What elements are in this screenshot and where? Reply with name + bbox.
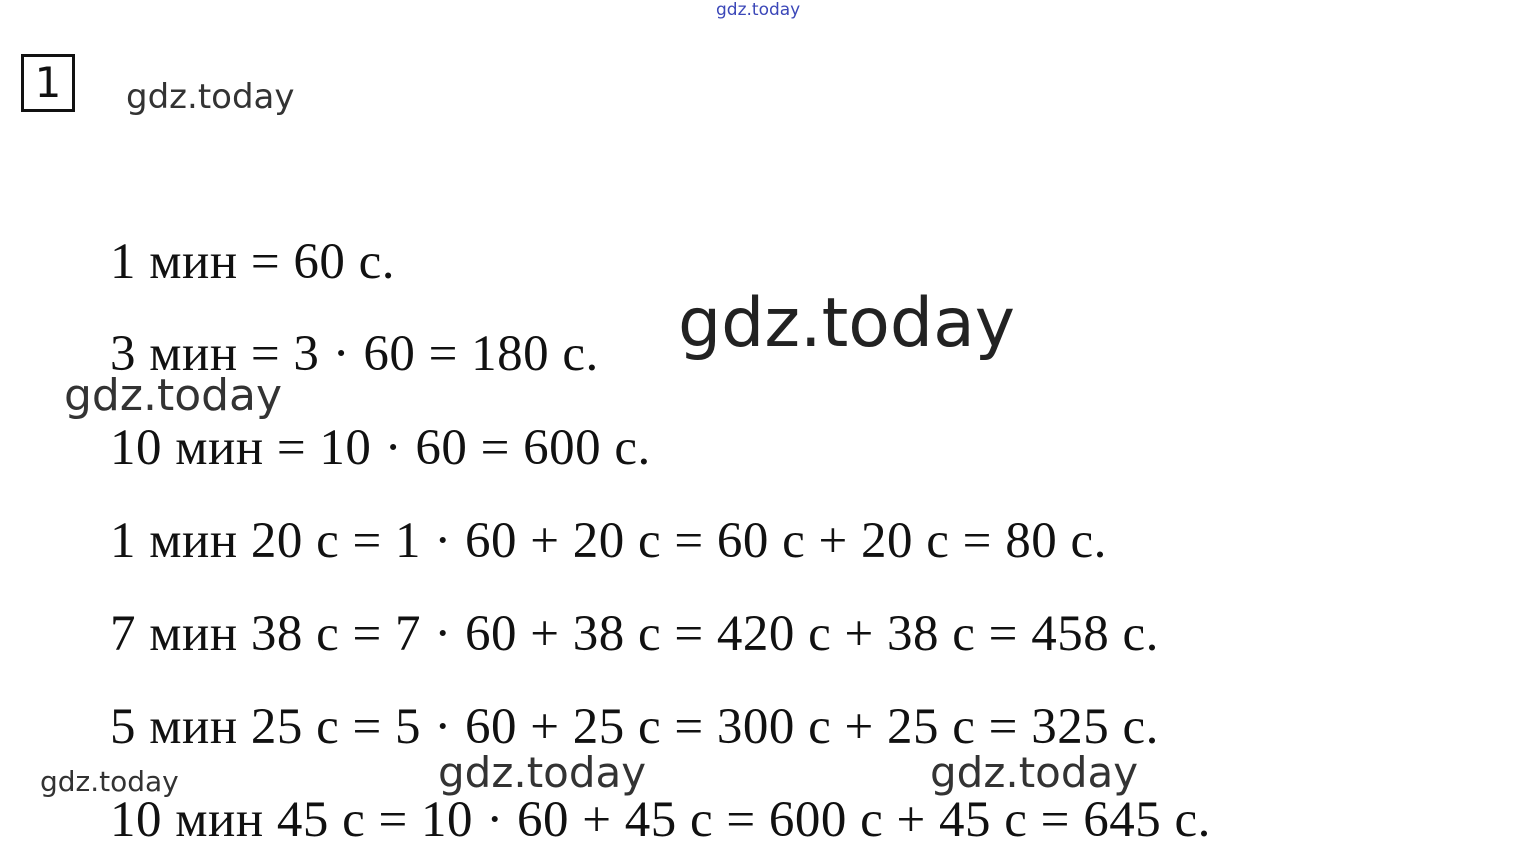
watermark-bottom-right: gdz.today <box>930 748 1139 797</box>
watermark-bottom-middle: gdz.today <box>438 748 647 797</box>
watermark-header: gdz.today <box>126 77 295 117</box>
watermark-bottom-left: gdz.today <box>40 765 179 798</box>
watermark-top: gdz.today <box>716 0 801 20</box>
solution-line-1: 1 мин = 60 с. <box>110 234 396 290</box>
solution-line-5: 7 мин 38 с = 7 · 60 + 38 с = 420 с + 38 с = 458 с. <box>110 606 1159 662</box>
solution-line-4: 1 мин 20 с = 1 · 60 + 20 с = 60 с + 20 с = 80 с. <box>110 513 1107 569</box>
solution-line-6: 5 мин 25 с = 5 · 60 + 25 с = 300 с + 25 с = 325 с. <box>110 699 1159 755</box>
solution-line-3: 10 мин = 10 · 60 = 600 с. <box>110 420 651 476</box>
solution-line-7: 10 мин 45 с = 10 · 60 + 45 с = 600 с + 45 с = 645 с. <box>110 792 1211 848</box>
solution-line-2: 3 мин = 3 · 60 = 180 с. <box>110 326 599 382</box>
watermark-left: gdz.today <box>64 370 283 421</box>
task-number-box: 1 <box>21 54 75 112</box>
watermark-center: gdz.today <box>678 284 1015 363</box>
